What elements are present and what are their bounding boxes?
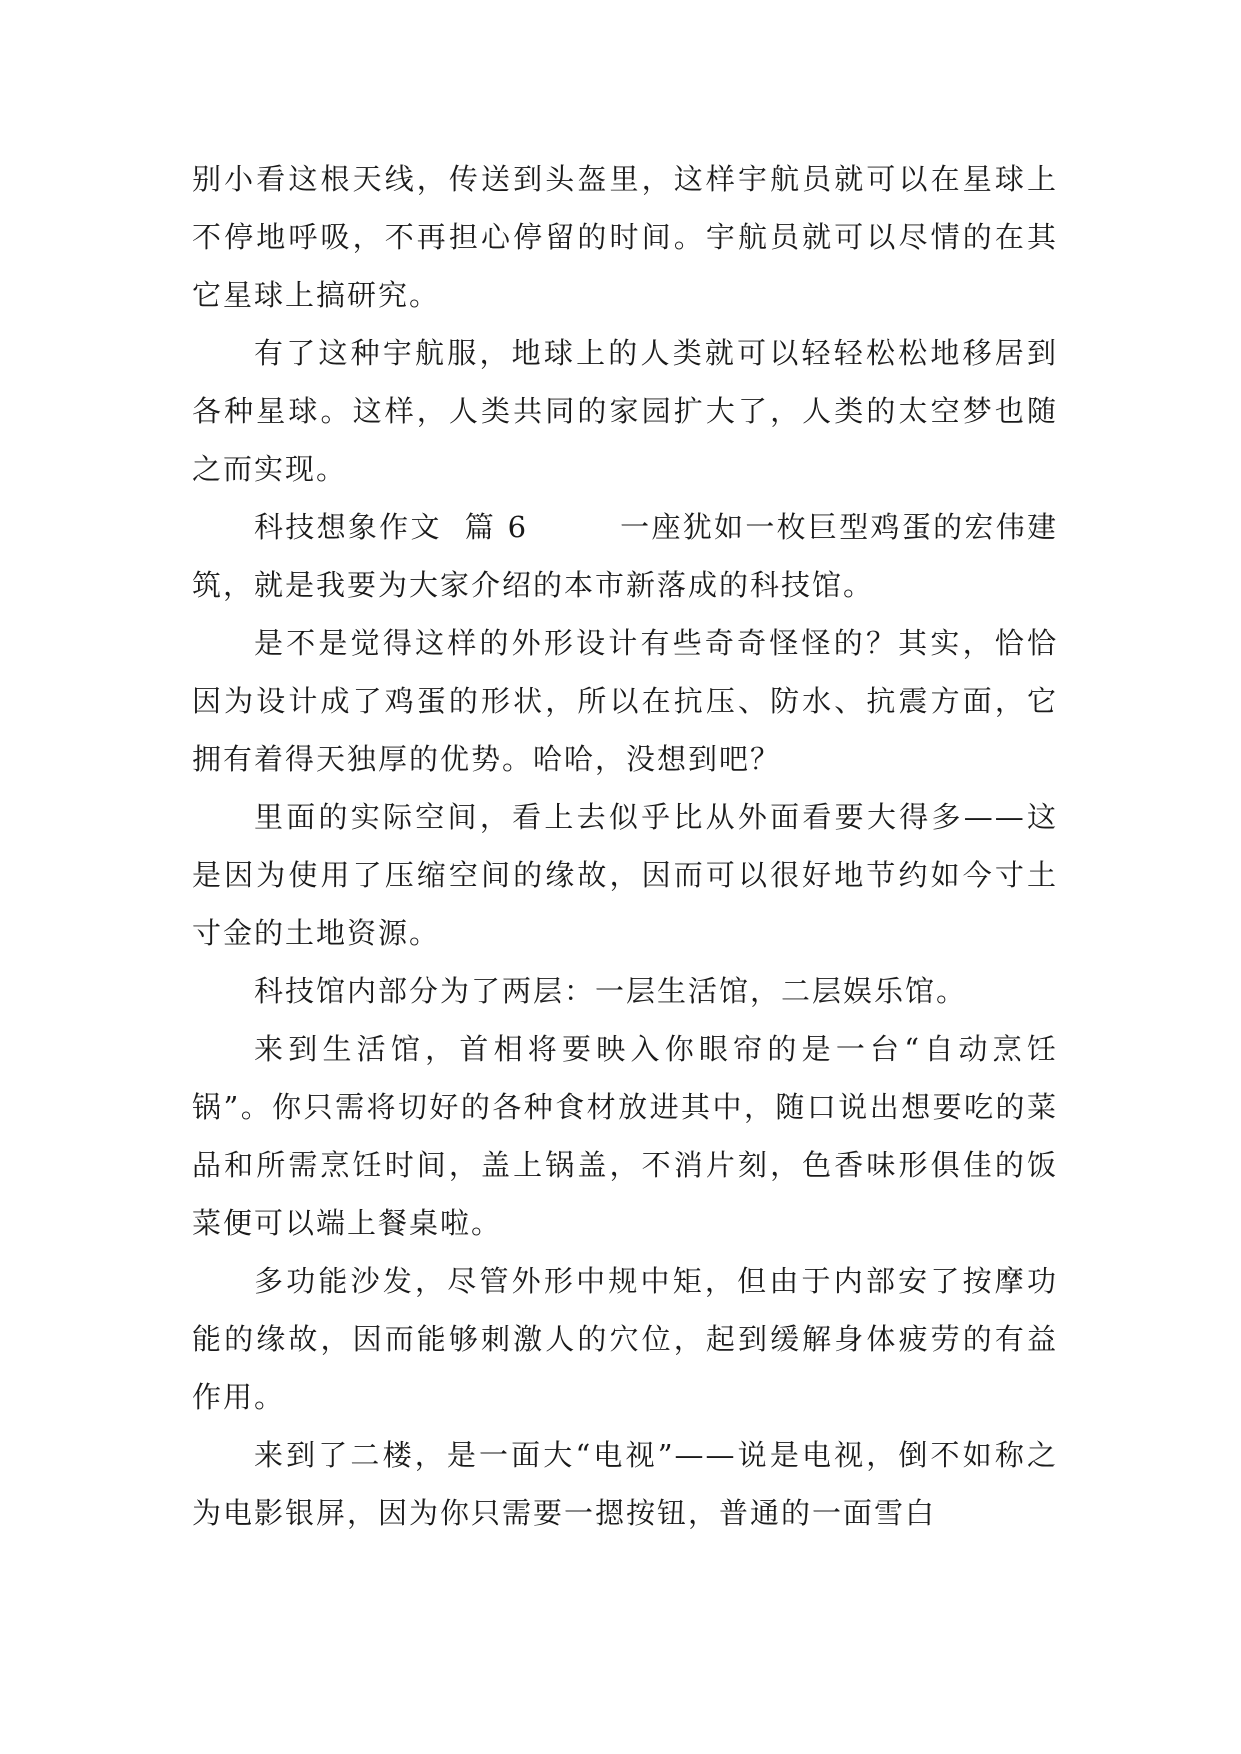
paragraph-6: 科技馆内部分为了两层：一层生活馆，二层娱乐馆。 bbox=[254, 974, 968, 1008]
document-page bbox=[192, 150, 1058, 1542]
paragraph-4: 是不是觉得这样的外形设计有些奇奇怪怪的？其实，恰恰因为设计成了鸡蛋的形状，所以在抗压、防水、抗震方面，它拥有着得天独厚的优势。哈哈，没想到吧？ bbox=[192, 626, 1058, 776]
paragraph-8: 多功能沙发，尽管外形中规中矩，但由于内部安了按摩功能的缘故，因而能够刺激人的穴位，起到缓解身体疲劳的有益作用。 bbox=[192, 1264, 1058, 1414]
paragraph-1: 别小看这根天线，传送到头盔里，这样宇航员就可以在星球上不停地呼吸，不再担心停留的时间。宇航员就可以尽情的在其它星球上搞研究。 bbox=[192, 162, 1058, 312]
paragraph-7: 来到生活馆，首相将要映入你眼帘的是一台“自动烹饪锅”。你只需将切好的各种食材放进其中，随口说出想要吃的菜品和所需烹饪时间，盖上锅盖，不消片刻，色香味形俱佳的饭菜便可以端上餐桌啦。 bbox=[192, 1032, 1058, 1240]
paragraph-5: 里面的实际空间，看上去似乎比从外面看要大得多——这是因为使用了压缩空间的缘故，因而可以很好地节约如今寸土寸金的土地资源。 bbox=[192, 800, 1058, 950]
paragraph-9: 来到了二楼，是一面大“电视”——说是电视，倒不如称之为电影银屏，因为你只需要一摁按钮，普通的一面雪白 bbox=[192, 1438, 1058, 1530]
paragraph-3-section-heading: 科技想象作文 篇 6 一座犹如一枚巨型鸡蛋的宏伟建筑，就是我要为大家介绍的本市新落成的科技馆。 bbox=[192, 510, 1058, 602]
paragraph-2: 有了这种宇航服，地球上的人类就可以轻轻松松地移居到各种星球。这样，人类共同的家园扩大了，人类的太空梦也随之而实现。 bbox=[192, 336, 1058, 486]
